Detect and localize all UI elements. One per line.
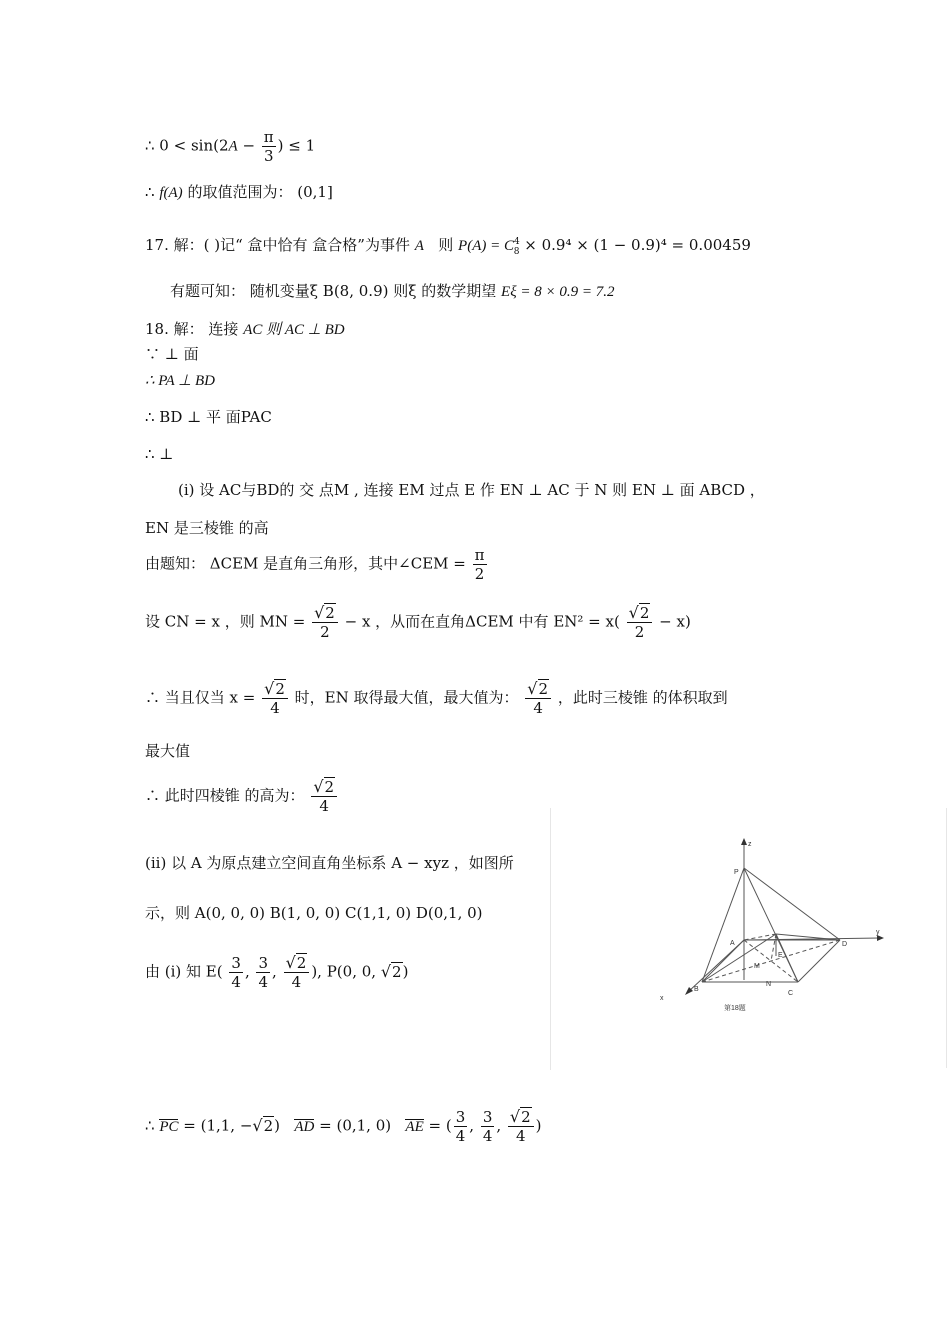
fraction-pi-over-2: $\frac{\pi}{2}$ (474, 546, 485, 583)
pyramid-figure (640, 830, 900, 1020)
segment-em (771, 934, 776, 961)
label-x: x (660, 995, 664, 1002)
line-part-i: (i) 设 AC与BD的 交 点M , 连接 EM 过点 E 作 EN ⊥ AC 于 N 则 EN ⊥ 面 ABCD ， (178, 481, 765, 499)
line-part-ii: (ii) 以 A 为原点建立空间直角坐标系 A − xyz ，如图所 (145, 854, 514, 872)
vector-ad: AD (294, 1118, 315, 1135)
label-a: A (730, 940, 735, 947)
line-pa-perp-bd: ∴ PA ⊥ BD (145, 373, 215, 389)
label-p: P (734, 869, 739, 876)
line-max-value: 最大值 (145, 742, 191, 760)
figure-caption: 第18题 (724, 1005, 746, 1012)
edge-pb (702, 868, 744, 982)
edge-pd (744, 868, 840, 940)
line-set-cn: 设 CN = x ，则 MN = $\frac{√2}{2}$ − x ，从而在直角ΔCEM 中有 EN² = x( $\frac{√2}{2}$ − x) (145, 603, 691, 641)
line-max-condition: ∴ 当且仅当 x = $\frac{√2}{4}$ 时，EN 取得最大值，最大值为： $\frac{√2}{4}$ ，此时三棱锥 的体积取到 (145, 679, 728, 717)
fraction-sqrt2-over-4: $\frac{√2}{4}$ (525, 680, 551, 717)
label-y: y (876, 929, 880, 936)
fraction-3-over-4: $\frac{3}{4}$ (258, 954, 269, 991)
fraction-sqrt2-over-4: $\frac{√2}{4}$ (311, 778, 337, 815)
fraction-3-over-4: $\frac{3}{4}$ (482, 1108, 493, 1145)
label-m: M (754, 963, 760, 970)
figure-right-edge (946, 808, 947, 1068)
line-en-height: EN 是三棱锥 的高 (145, 519, 269, 537)
line-because: ∵ ⊥ 面 (145, 345, 199, 363)
fraction-sqrt2-over-4: $\frac{√2}{4}$ (284, 954, 310, 991)
label-c: C (788, 990, 794, 997)
line-bd-perp-plane: ∴ BD ⊥ 平 面PAC (145, 408, 272, 426)
line-pyramid-height: ∴ 此时四棱锥 的高为： $\frac{√2}{4}$ (145, 778, 339, 815)
fraction-3-over-4: $\frac{3}{4}$ (231, 954, 241, 991)
line-2: ∴ f(A) 的取值范围为： (0,1] (145, 183, 333, 201)
line-vectors: ∴ PC = (1,1, −√2) AD = (0,1, 0) AE = ( $\frac{3}{4}$ , $\frac{3}{4}$ , $\frac{√2}{4}$ ) (145, 1107, 542, 1145)
line-coordinates: 示，则 A(0, 0, 0) B(1, 0, 0) C(1,1, 0) D(0,1, 0) (145, 904, 483, 922)
label-n: N (766, 981, 772, 988)
line-therefore-perp: ∴ ⊥ (145, 445, 174, 463)
line-1: ∴ 0 < sin(2A − $\frac{\pi}{3}$ ) ≤ 1 (145, 128, 316, 165)
fraction-3-over-4: $\frac{3}{4}$ (455, 1108, 466, 1145)
line-point-e: 由 (i) 知 E( $\frac{3}{4}$ , $\frac{3}{4}$ , $\frac{√2}{4}$ ), P(0, 0, √2) (145, 953, 409, 991)
edge-eb (702, 934, 776, 982)
label-b: B (694, 986, 699, 993)
fraction-sqrt2-over-2: $\frac{√2}{2}$ (312, 604, 338, 641)
label-d: D (842, 941, 848, 948)
fraction-sqrt2-over-2: $\frac{√2}{2}$ (627, 604, 653, 641)
label-z: z (748, 841, 752, 848)
fraction-pi-over-3: $\frac{\pi}{3}$ (263, 128, 274, 165)
fraction-sqrt2-over-4: $\frac{√2}{4}$ (508, 1108, 534, 1145)
label-e: E (778, 952, 783, 959)
line-right-triangle: 由题知： ΔCEM 是直角三角形，其中∠CEM = $\frac{\pi}{2}$ (145, 546, 485, 583)
line-18-problem: 18. 解： 连接 AC 则 AC ⊥ BD (145, 320, 345, 338)
line-17-problem: 17. 解：( )记“ 盒中恰有 盒合格”为事件 A 则 $P(A) = C^4_8 \times 0.9^4 \times (1 - 0.9)^4 = 0.00459$ (145, 236, 751, 257)
fraction-sqrt2-over-4: $\frac{√2}{4}$ (262, 680, 288, 717)
line-expectation: 有题可知： 随机变量ξ B(8, 0.9) 则ξ 的数学期望 Eξ = 8 × 0.9 = 7.2 (170, 282, 615, 300)
vector-pc: PC (159, 1118, 179, 1135)
vector-ae: AE (405, 1118, 424, 1135)
z-arrow (741, 838, 747, 845)
